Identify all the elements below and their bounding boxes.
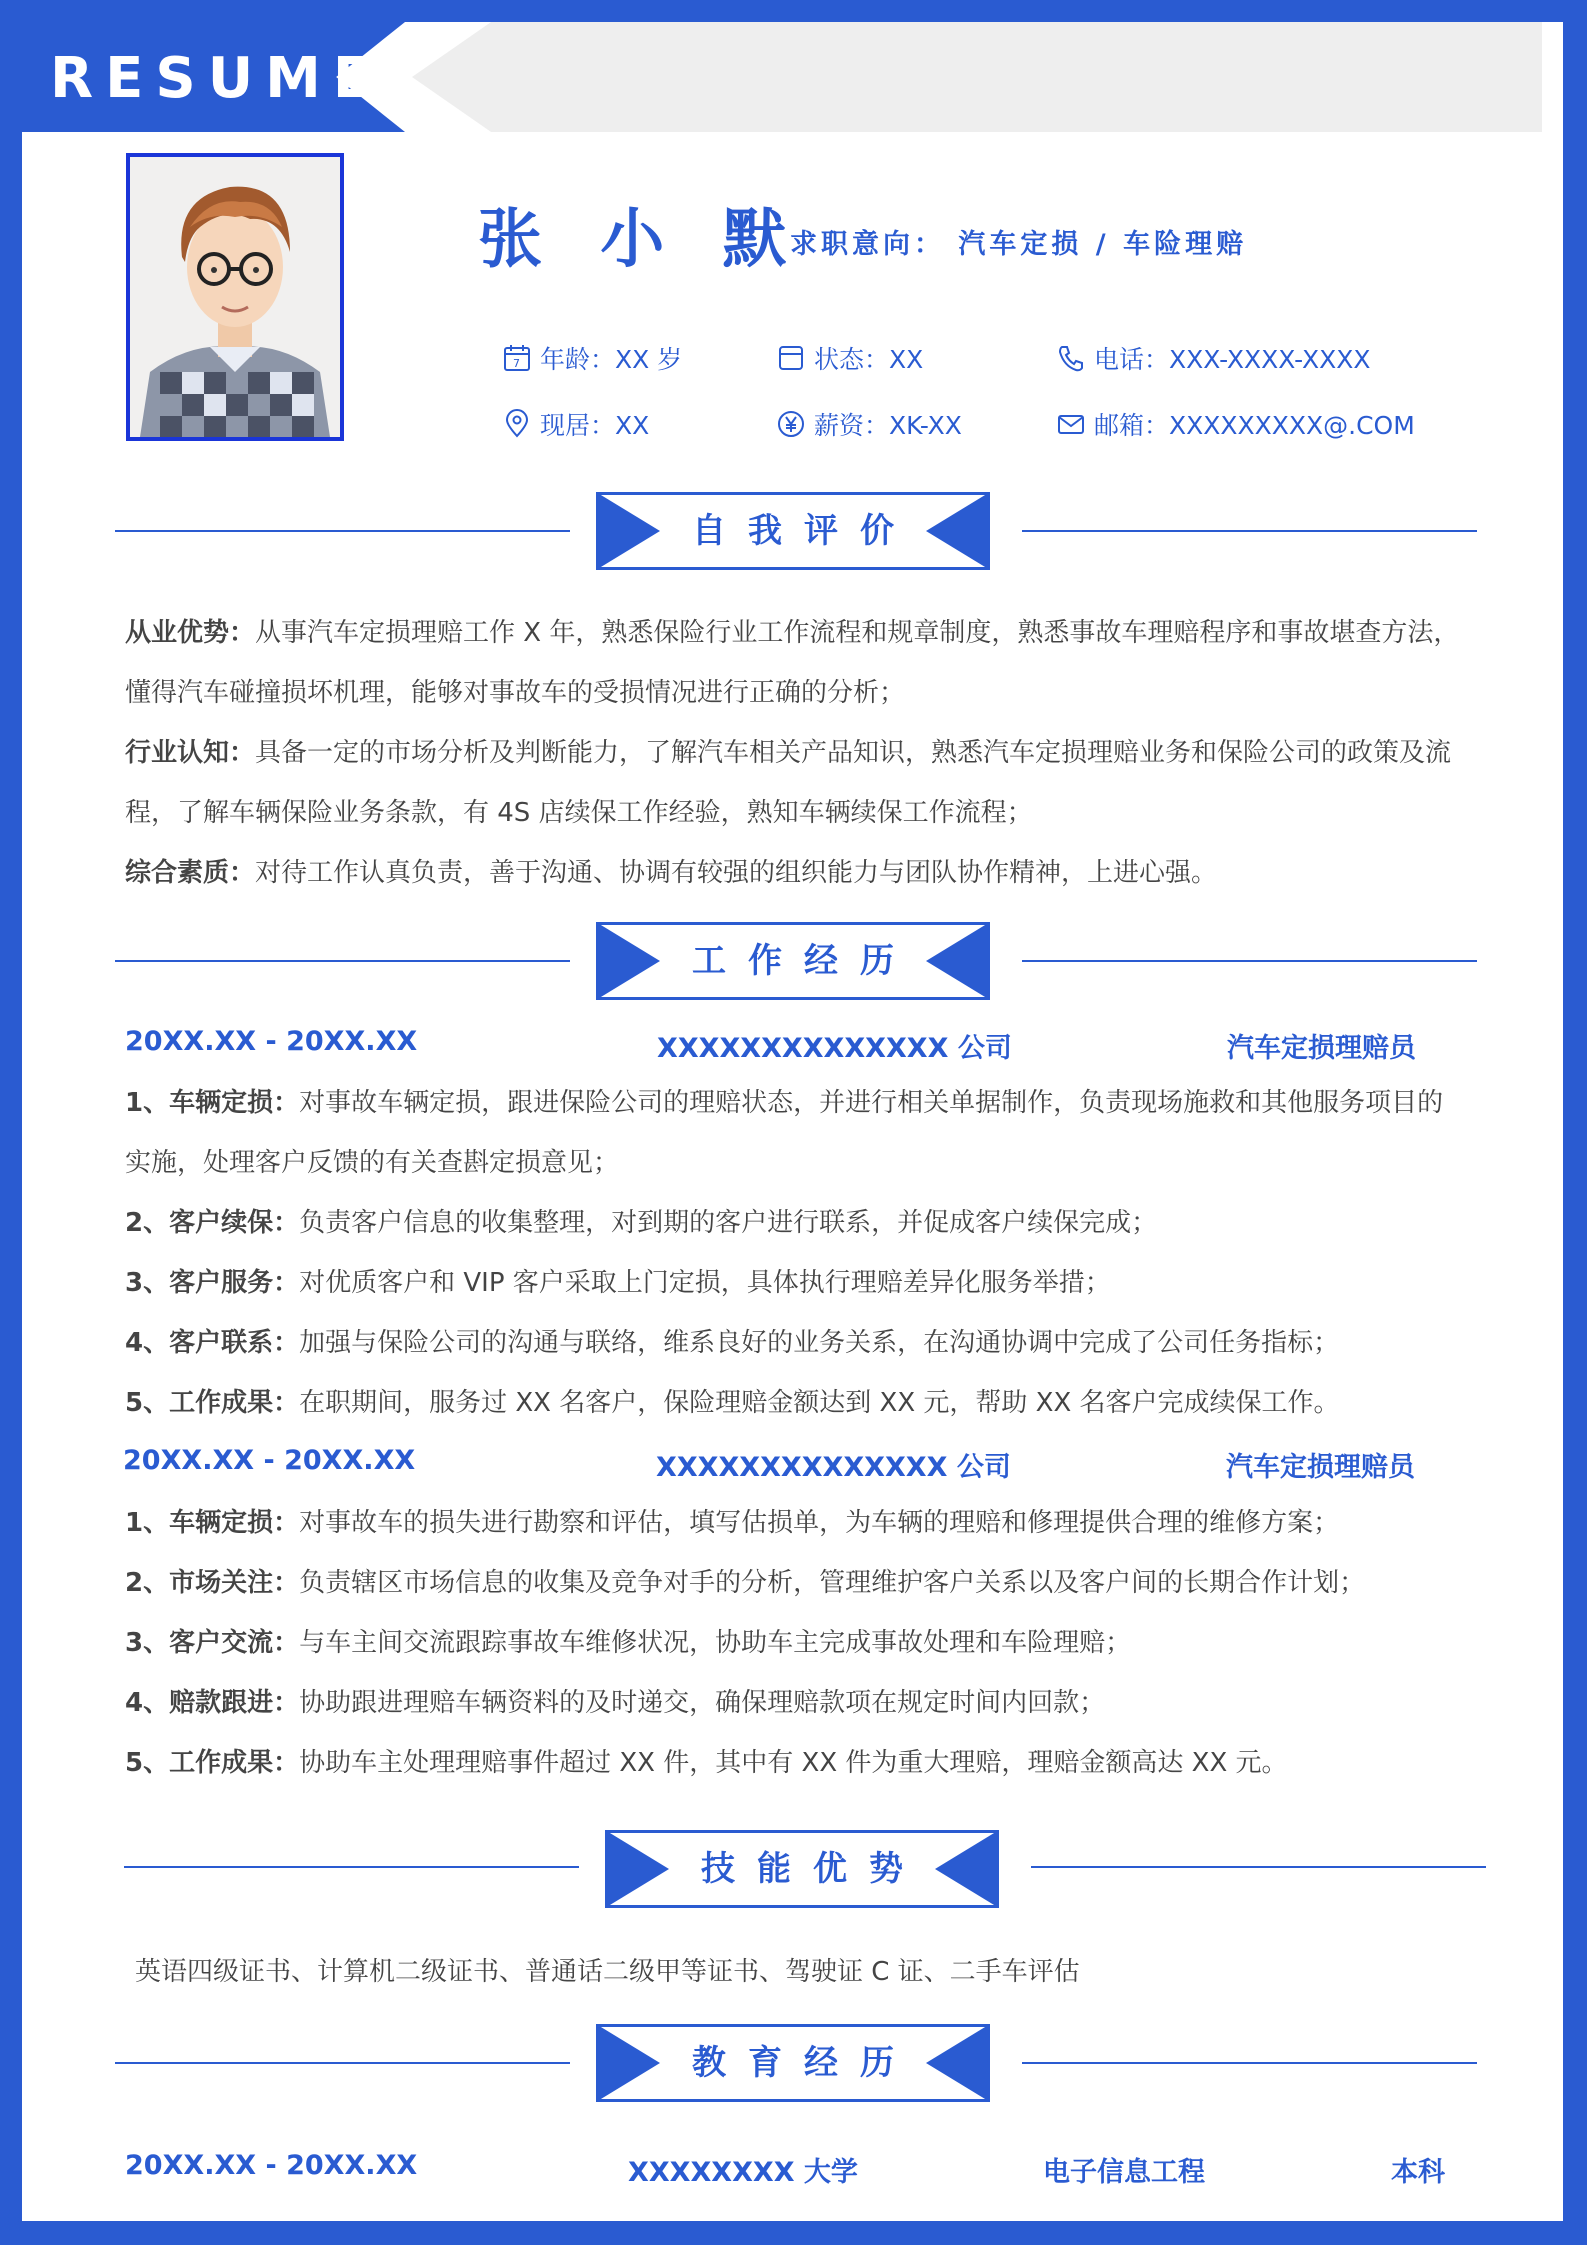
self-eval-item: [125, 603, 1465, 723]
work-item-text: 负责辖区市场信息的收集及竞争对手的分析，管理维护客户关系以及客户间的长期合作计划；: [299, 1568, 1366, 1598]
self-eval-text: 对待工作认真负责，善于沟通、协调有较强的组织能力与团队协作精神，上进心强。: [255, 858, 1218, 888]
section-self-eval-title: 自我评价: [692, 511, 916, 551]
divider-right: [1022, 960, 1477, 962]
work-item: [125, 1193, 1465, 1253]
work-item: [125, 1613, 1465, 1673]
section-skills-title: 技能优势: [701, 1849, 925, 1889]
location-icon: [502, 409, 532, 439]
work-item: [125, 1553, 1465, 1613]
divider-left: [115, 960, 570, 962]
work-item: [125, 1673, 1465, 1733]
info-salary: [776, 406, 962, 442]
section-education-title: 教育经历: [692, 2043, 916, 2083]
work-item-label: 1、车辆定损：: [125, 1088, 300, 1118]
section-education-header: [596, 2024, 990, 2102]
work-item-label: 1、车辆定损：: [125, 1508, 300, 1538]
work-item-text: 负责客户信息的收集整理，对到期的客户进行联系，并促成客户续保完成；: [299, 1208, 1158, 1238]
status-icon: [776, 343, 806, 373]
work-item-label: 4、赔款跟进：: [125, 1688, 300, 1718]
self-eval-item: [125, 843, 1465, 903]
self-eval-item: [125, 723, 1465, 843]
info-email: [1056, 406, 1415, 442]
self-eval-text: 具备一定的市场分析及判断能力，了解汽车相关产品知识，熟悉汽车定损理赔业务和保险公司的政策及流程，了解车辆保险业务条款，有 4S 店续保工作经验，熟知车辆续保工作流程；: [125, 738, 1452, 828]
self-eval-label: 从业优势：: [125, 618, 256, 648]
skills-text: 英语四级证书、计算机二级证书、普通话二级甲等证书、驾驶证 C 证、二手车评估: [135, 1957, 1080, 1987]
calendar-icon: [502, 343, 532, 373]
work-item-text: 与车主间交流跟踪事故车维修状况，协助车主完成事故处理和车险理赔；: [299, 1628, 1132, 1658]
divider-left: [124, 1866, 579, 1868]
job-intent: [790, 222, 1247, 261]
work-item-label: 5、工作成果：: [125, 1748, 300, 1778]
work-item: [125, 1313, 1465, 1373]
work-1-role: 汽车定损理赔员: [1227, 1033, 1416, 1064]
work-item-label: 4、客户联系：: [125, 1328, 300, 1358]
work-item-text: 协助跟进理赔车辆资料的及时递交，确保理赔款项在规定时间内回款；: [299, 1688, 1106, 1718]
work-item-text: 对事故车辆定损，跟进保险公司的理赔状态，并进行相关单据制作，负责现场施救和其他服务项目的实施，处理客户反馈的有关查斟定损意见；: [125, 1088, 1444, 1178]
phone-icon: [1056, 343, 1086, 373]
work-item-label: 3、客户交流：: [125, 1628, 300, 1658]
yen-icon: [776, 409, 806, 439]
work-item-text: 对优质客户和 VIP 客户采取上门定损，具体执行理赔差异化服务举措；: [299, 1268, 1111, 1298]
divider-left: [115, 2062, 570, 2064]
section-skills-header: [605, 1830, 999, 1908]
work-item: [125, 1373, 1465, 1433]
education-school: XXXXXXXX 大学: [628, 2157, 858, 2188]
info-phone-text: 电话：XXX-XXXX-XXXX: [1094, 345, 1371, 374]
work-item: [125, 1733, 1465, 1793]
info-phone: [1056, 340, 1370, 376]
work-item-label: 3、客户服务：: [125, 1268, 300, 1298]
work-item-label: 5、工作成果：: [125, 1388, 300, 1418]
info-age-text: 年龄：XX 岁: [540, 345, 683, 374]
divider-right: [1022, 2062, 1477, 2064]
header-band: [412, 22, 1542, 132]
work-2-company: XXXXXXXXXXXXXX 公司: [656, 1452, 1011, 1483]
work-2-items: [125, 1493, 1465, 1793]
mail-icon: [1056, 409, 1086, 439]
self-eval-label: 综合素质：: [125, 858, 256, 888]
section-work-title: 工作经历: [692, 941, 916, 981]
work-item: [125, 1493, 1465, 1553]
education-major: 电子信息工程: [1043, 2157, 1205, 2188]
work-item: [125, 1073, 1465, 1193]
info-status-text: 状态：XX: [814, 345, 924, 374]
info-age: [502, 340, 682, 376]
work-item-text: 协助车主处理理赔事件超过 XX 件，其中有 XX 件为重大理赔，理赔金额高达 XX 元。: [299, 1748, 1288, 1778]
self-eval-text: 从事汽车定损理赔工作 X 年，熟悉保险行业工作流程和规章制度，熟悉事故车理赔程序和事故堪查方法，懂得汽车碰撞损坏机理，能够对事故车的受损情况进行正确的分析；: [125, 618, 1460, 708]
divider-right: [1022, 530, 1477, 532]
section-self-eval-header: [596, 492, 990, 570]
resume-label: RESUME: [50, 46, 384, 111]
work-item-text: 加强与保险公司的沟通与联络，维系良好的业务关系，在沟通协调中完成了公司任务指标；: [299, 1328, 1340, 1358]
work-item: [125, 1253, 1465, 1313]
work-item-label: 2、客户续保：: [125, 1208, 300, 1238]
work-1-period: 20XX.XX - 20XX.XX: [125, 1026, 418, 1057]
job-intent-value: 汽车定损 / 车险理赔: [958, 229, 1248, 260]
self-eval-list: [125, 603, 1465, 903]
info-location-text: 现居：XX: [540, 411, 650, 440]
job-intent-label: 求职意向：: [790, 229, 945, 260]
info-email-text: 邮箱：XXXXXXXXX@.COM: [1094, 411, 1415, 440]
info-location: [502, 406, 649, 442]
svg-text:7: 7: [513, 357, 520, 370]
self-eval-label: 行业认知：: [125, 738, 256, 768]
section-work-header: [596, 922, 990, 1000]
education-degree: 本科: [1391, 2157, 1445, 2188]
work-1-company: XXXXXXXXXXXXXX 公司: [657, 1033, 1012, 1064]
profile-photo: [126, 153, 344, 441]
work-2-role: 汽车定损理赔员: [1226, 1452, 1415, 1483]
candidate-name: 张 小 默: [478, 203, 805, 277]
info-status: [776, 340, 923, 376]
info-salary-text: 薪资：XK-XX: [814, 411, 962, 440]
divider-left: [115, 530, 570, 532]
work-2-period: 20XX.XX - 20XX.XX: [123, 1445, 416, 1476]
work-1-items: [125, 1073, 1465, 1433]
work-item-label: 2、市场关注：: [125, 1568, 300, 1598]
education-period: 20XX.XX - 20XX.XX: [125, 2150, 418, 2181]
work-item-text: 在职期间，服务过 XX 名客户，保险理赔金额达到 XX 元，帮助 XX 名客户完成续保工作。: [299, 1388, 1340, 1418]
work-item-text: 对事故车的损失进行勘察和评估，填写估损单，为车辆的理赔和修理提供合理的维修方案；: [299, 1508, 1340, 1538]
divider-right: [1031, 1866, 1486, 1868]
